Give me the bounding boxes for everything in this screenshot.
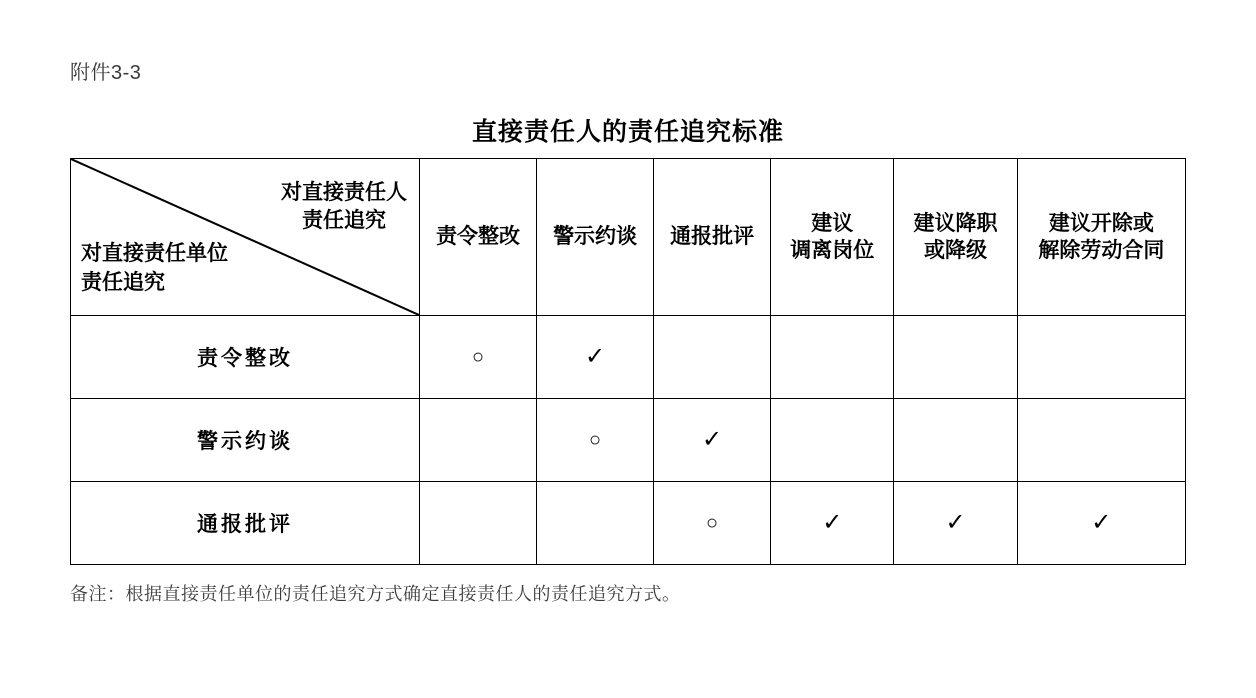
mark-circle-icon: ○	[706, 512, 719, 534]
page-title: 直接责任人的责任追究标准	[471, 118, 784, 146]
cell-r2c1	[420, 399, 537, 482]
column-header-6: 建议开除或 解除劳动合同	[1017, 159, 1185, 316]
cell-r1c2	[537, 316, 654, 399]
corner-column-axis-label: 对直接责任人 责任追究	[281, 181, 408, 233]
cell-r3c3	[654, 482, 771, 565]
cell-r1c6	[1017, 316, 1185, 399]
cell-r3c4	[771, 482, 894, 565]
corner-row-axis-label: 对直接责任单位 责任追究	[81, 242, 228, 294]
mark-check-icon: ✓	[585, 342, 606, 370]
mark-check-icon: ✓	[945, 508, 966, 536]
cell-r1c3	[654, 316, 771, 399]
responsibility-matrix-table	[70, 158, 1186, 565]
cell-r3c2	[537, 482, 654, 565]
table-header-row	[71, 159, 1186, 316]
attachment-label: 附件3-3	[70, 62, 142, 84]
matrix-corner-cell	[71, 159, 420, 316]
mark-circle-icon: ○	[471, 346, 485, 368]
column-header-5: 建议降职 或降级	[894, 159, 1017, 316]
cell-r1c5	[894, 316, 1017, 399]
mark-check-icon: ✓	[1091, 508, 1112, 536]
row-header-1: 责令整改	[71, 316, 420, 399]
mark-circle-icon: ○	[589, 429, 602, 451]
cell-r1c1	[420, 316, 537, 399]
table-row	[71, 399, 1186, 482]
cell-r2c6	[1017, 399, 1185, 482]
cell-r2c5	[894, 399, 1017, 482]
footnote: 备注：根据直接责任单位的责任追究方式确定直接责任人的责任追究方式。	[70, 584, 681, 604]
column-header-2: 警示约谈	[537, 159, 654, 316]
column-header-3: 通报批评	[654, 159, 771, 316]
cell-r3c6	[1017, 482, 1185, 565]
mark-check-icon: ✓	[702, 425, 723, 453]
cell-r3c5	[894, 482, 1017, 565]
column-header-1: 责令整改	[420, 159, 537, 316]
cell-r3c1	[420, 482, 537, 565]
table-row	[71, 482, 1186, 565]
table-row	[71, 316, 1186, 399]
cell-r2c4	[771, 399, 894, 482]
row-header-2: 警示约谈	[71, 399, 420, 482]
mark-check-icon: ✓	[822, 508, 843, 536]
cell-r2c3	[654, 399, 771, 482]
column-header-4: 建议 调离岗位	[771, 159, 894, 316]
row-header-3: 通报批评	[71, 482, 420, 565]
cell-r1c4	[771, 316, 894, 399]
cell-r2c2	[537, 399, 654, 482]
